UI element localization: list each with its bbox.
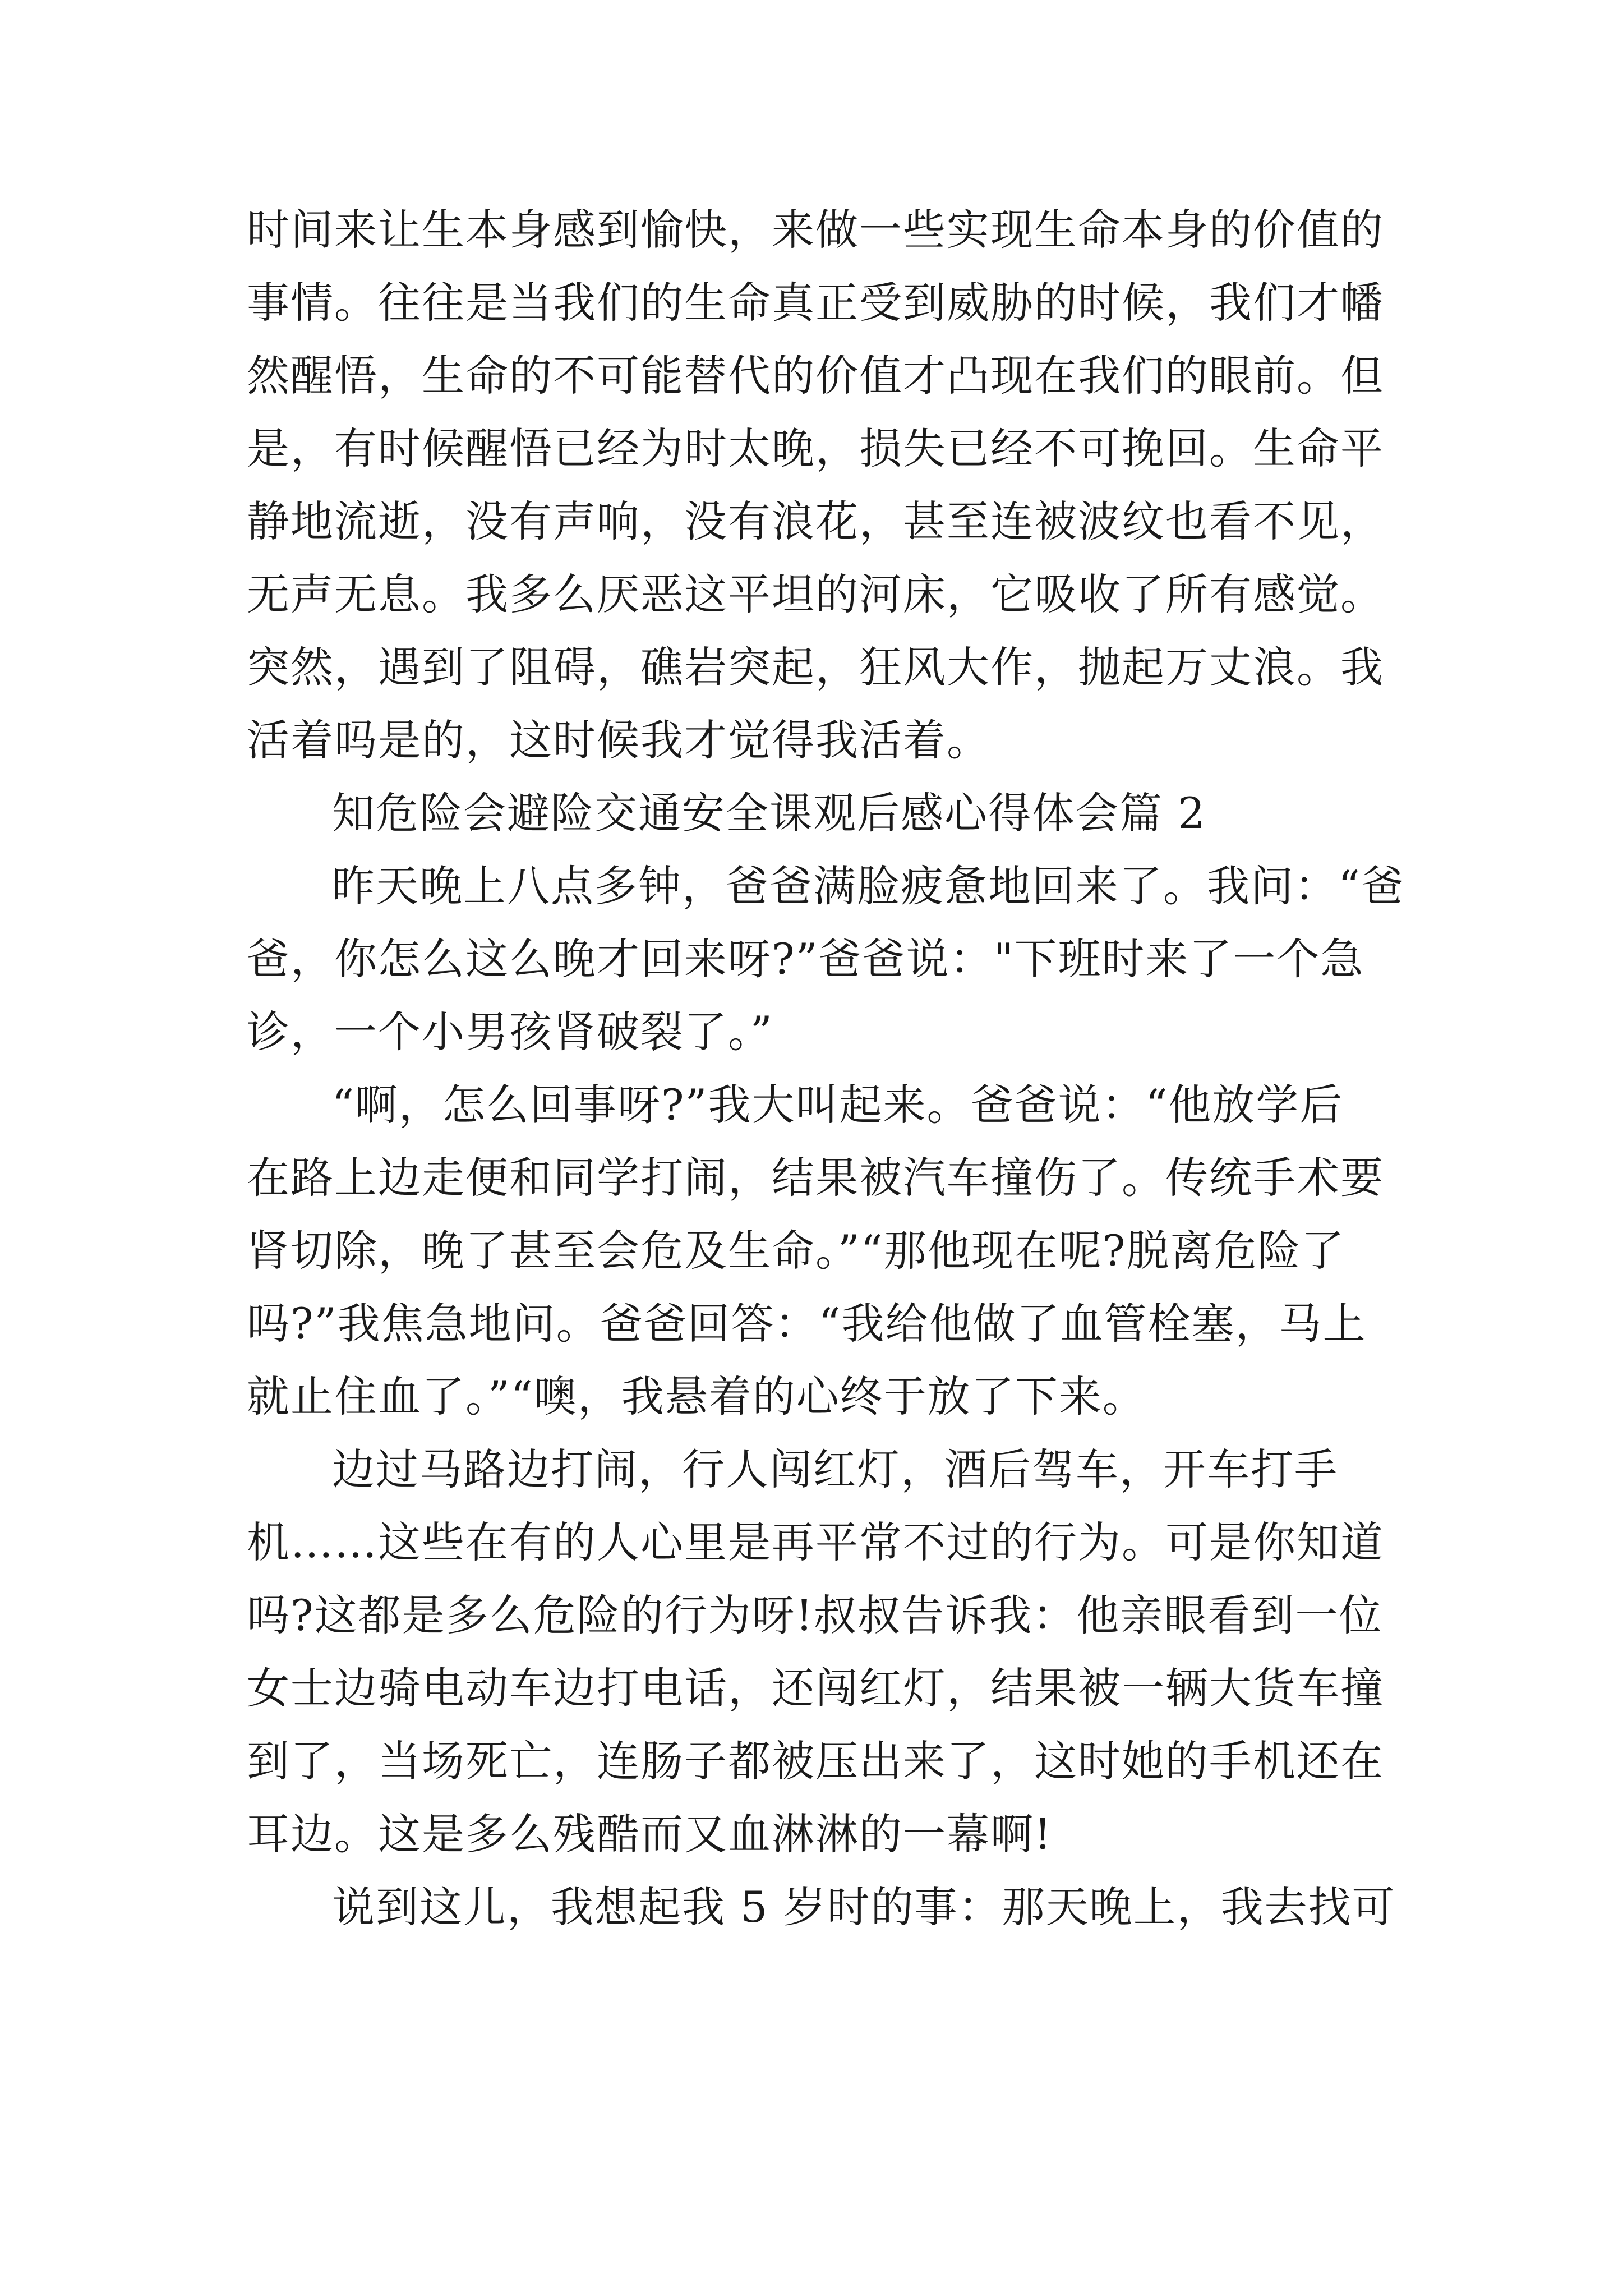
text-line: 边过马路边打闹，行人闯红灯，酒后驾车，开车打手 bbox=[332, 1444, 1338, 1494]
text-line: 说到这儿，我想起我 5 岁时的事：那天晚上，我去找可 bbox=[332, 1882, 1396, 1932]
text-line: 爸，你怎么这么晚才回来呀?”爸爸说："下班时来了一个急 bbox=[247, 934, 1364, 984]
text-line: 女士边骑电动车边打电话，还闯红灯，结果被一辆大货车撞 bbox=[247, 1663, 1384, 1713]
text-line: 突然，遇到了阻碍，礁岩突起，狂风大作，抛起万丈浪。我 bbox=[247, 642, 1384, 692]
text-line: 昨天晚上八点多钟，爸爸满脸疲惫地回来了。我问：“爸 bbox=[332, 861, 1405, 911]
text-line: 到了，当场死亡，连肠子都被压出来了，这时她的手机还在 bbox=[247, 1736, 1384, 1786]
text-line: 事情。往往是当我们的生命真正受到威胁的时候，我们才幡 bbox=[247, 278, 1384, 328]
text-line: 肾切除，晚了甚至会危及生命。”“那他现在呢?脱离危险了 bbox=[247, 1226, 1345, 1276]
text-line: “啊，怎么回事呀?”我大叫起来。爸爸说：“他放学后 bbox=[332, 1080, 1344, 1130]
text-line: 是，有时候醒悟已经为时太晚，损失已经不可挽回。生命平 bbox=[247, 424, 1384, 473]
text-line: 时间来让生本身感到愉快，来做一些实现生命本身的价值的 bbox=[247, 205, 1384, 255]
text-line: 静地流逝，没有声响，没有浪花，甚至连被波纹也看不见， bbox=[247, 496, 1384, 546]
text-line: 活着吗是的，这时候我才觉得我活着。 bbox=[247, 715, 990, 765]
text-line: 就止住血了。”“噢，我悬着的心终于放了下来。 bbox=[247, 1372, 1146, 1421]
text-line: 在路上边走便和同学打闹，结果被汽车撞伤了。传统手术要 bbox=[247, 1153, 1384, 1203]
section-heading: 知危险会避险交通安全课观后感心得体会篇 2 bbox=[332, 788, 1206, 838]
text-line: 机……这些在有的人心里是再平常不过的行为。可是你知道 bbox=[247, 1517, 1384, 1567]
document-body bbox=[247, 194, 1405, 1944]
text-line: 诊，一个小男孩肾破裂了。” bbox=[247, 1007, 773, 1057]
text-line: 无声无息。我多么厌恶这平坦的河床，它吸收了所有感觉。 bbox=[247, 569, 1384, 619]
text-line: 吗?这都是多么危险的行为呀!叔叔告诉我：他亲眼看到一位 bbox=[247, 1590, 1383, 1640]
text-line: 然醒悟，生命的不可能替代的价值才凸现在我们的眼前。但 bbox=[247, 351, 1384, 401]
text-line: 耳边。这是多么残酷而又血淋淋的一幕啊! bbox=[247, 1809, 1053, 1859]
text-line: 吗?”我焦急地问。爸爸回答：“我给他做了血管栓塞，马上 bbox=[247, 1299, 1367, 1349]
